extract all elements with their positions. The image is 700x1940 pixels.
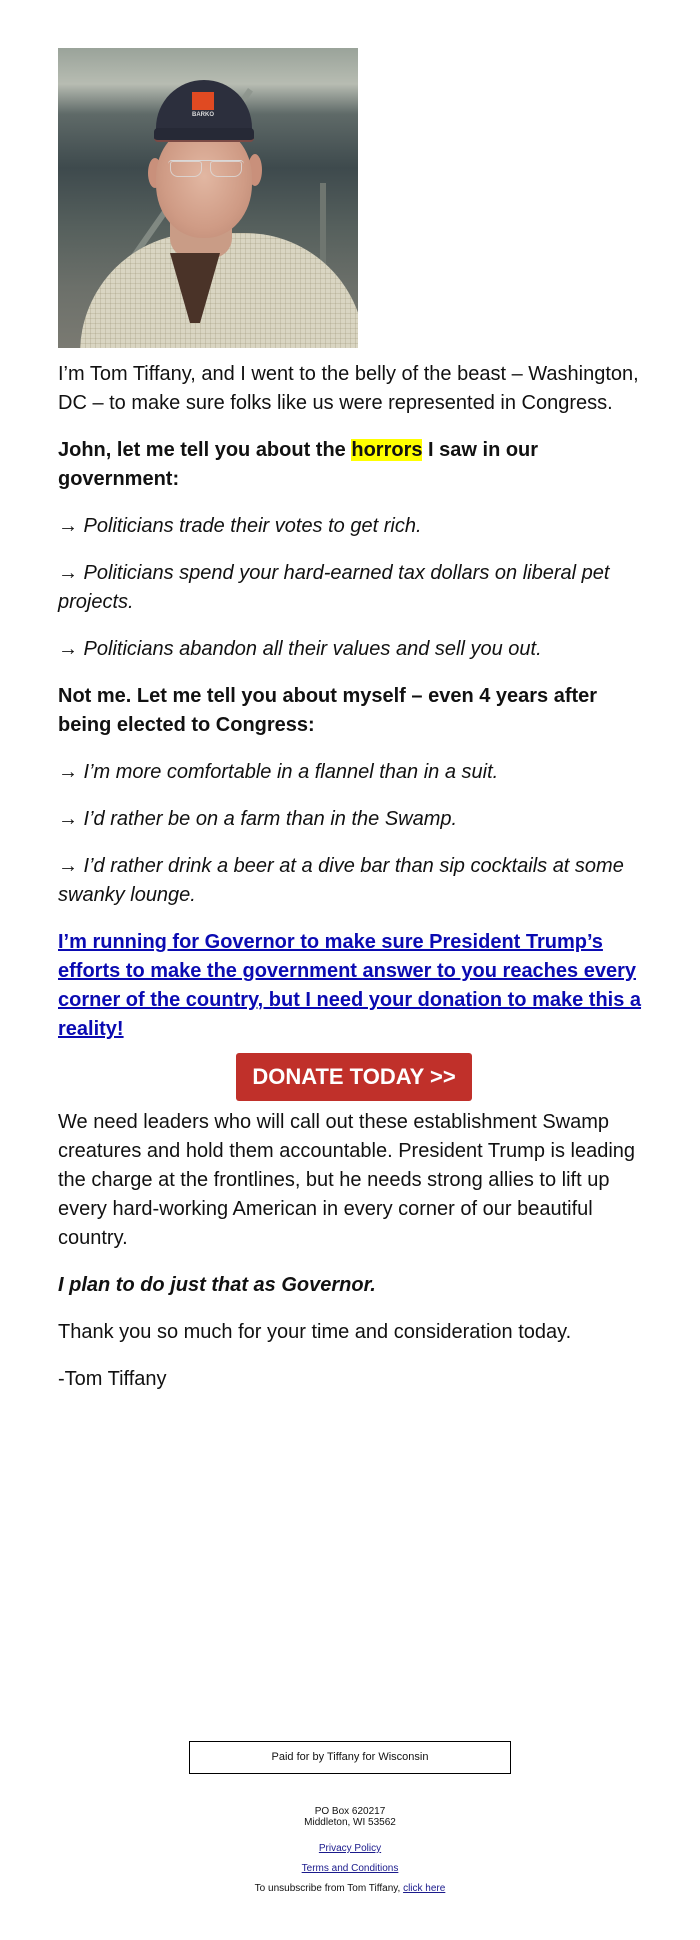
candidate-photo <box>58 48 358 348</box>
arrow-icon: → <box>58 562 78 584</box>
unsubscribe-row <box>0 1883 700 1895</box>
list-item-text: Politicians spend your hard-earned tax dollars on liberal pet projects. <box>58 562 610 613</box>
plan-line: I plan to do just that as Governor. <box>58 1274 376 1296</box>
unsubscribe-link[interactable]: click here <box>403 1883 446 1894</box>
donate-button[interactable]: DONATE TODAY >> <box>236 1053 472 1101</box>
thanks-line: Thank you so much for your time and consideration today. <box>58 1321 572 1343</box>
horrors-list-item <box>58 512 650 541</box>
terms-link[interactable]: Terms and Conditions <box>301 1863 399 1874</box>
myself-list-item <box>58 805 650 834</box>
address-line-2: Middleton, WI 53562 <box>304 1817 396 1828</box>
horrors-list-item <box>58 635 650 664</box>
signature: -Tom Tiffany <box>58 1368 167 1390</box>
cap-text: BARKO <box>192 112 214 118</box>
privacy-row <box>0 1843 700 1855</box>
horrors-heading-text: I saw in our government: <box>58 439 539 490</box>
unsubscribe-text: To unsubscribe from Tom Tiffany, <box>254 1883 404 1894</box>
myself-list-item <box>58 758 650 787</box>
arrow-icon: → <box>58 515 78 537</box>
horrors-heading <box>58 436 650 494</box>
intro-paragraph: I’m Tom Tiffany, and I went to the belly of the beast – Washington, DC – to make sure folks like us were represented in Congress. <box>58 363 639 414</box>
horrors-list-item <box>58 559 650 617</box>
arrow-icon: → <box>58 855 78 877</box>
arrow-icon: → <box>58 638 78 660</box>
photo-glasses <box>168 160 244 177</box>
email-body <box>58 48 650 1412</box>
cap-logo-icon <box>192 92 214 110</box>
donate-button-container <box>58 1053 650 1101</box>
arrow-icon: → <box>58 808 78 830</box>
list-item-text: I’d rather be on a farm than in the Swamp. <box>78 808 458 830</box>
mailing-address <box>0 1806 700 1828</box>
myself-list-item <box>58 852 650 910</box>
donation-cta-link[interactable]: I’m running for Governor to make sure President Trump’s efforts to make the government answer to you reaches every corner of the country, but I need your donation to make this a reality! <box>58 931 642 1040</box>
highlighted-word: horrors <box>351 439 423 461</box>
horrors-heading-text: John, let me tell you about the <box>58 439 352 461</box>
terms-row <box>0 1863 700 1875</box>
paid-for-disclaimer: Paid for by Tiffany for Wisconsin <box>189 1741 511 1774</box>
photo-cap-brim <box>154 128 254 142</box>
list-item-text: Politicians abandon all their values and sell you out. <box>78 638 542 660</box>
list-item-text: I’m more comfortable in a flannel than in a suit. <box>78 761 499 783</box>
privacy-policy-link[interactable]: Privacy Policy <box>318 1843 382 1854</box>
list-item-text: I’d rather drink a beer at a dive bar than sip cocktails at some swanky lounge. <box>58 855 624 906</box>
arrow-icon: → <box>58 761 78 783</box>
closing-paragraph: We need leaders who will call out these establishment Swamp creatures and hold them accountable. President Trump is leading the charge at the frontlines, but he needs strong allies to lift up every hard-working American in every corner of our beautiful country. <box>58 1111 636 1249</box>
list-item-text: Politicians trade their votes to get rich. <box>78 515 422 537</box>
address-line-1: PO Box 620217 <box>314 1806 386 1817</box>
myself-heading: Not me. Let me tell you about myself – even 4 years after being elected to Congress: <box>58 685 598 736</box>
photo-face <box>156 126 252 238</box>
